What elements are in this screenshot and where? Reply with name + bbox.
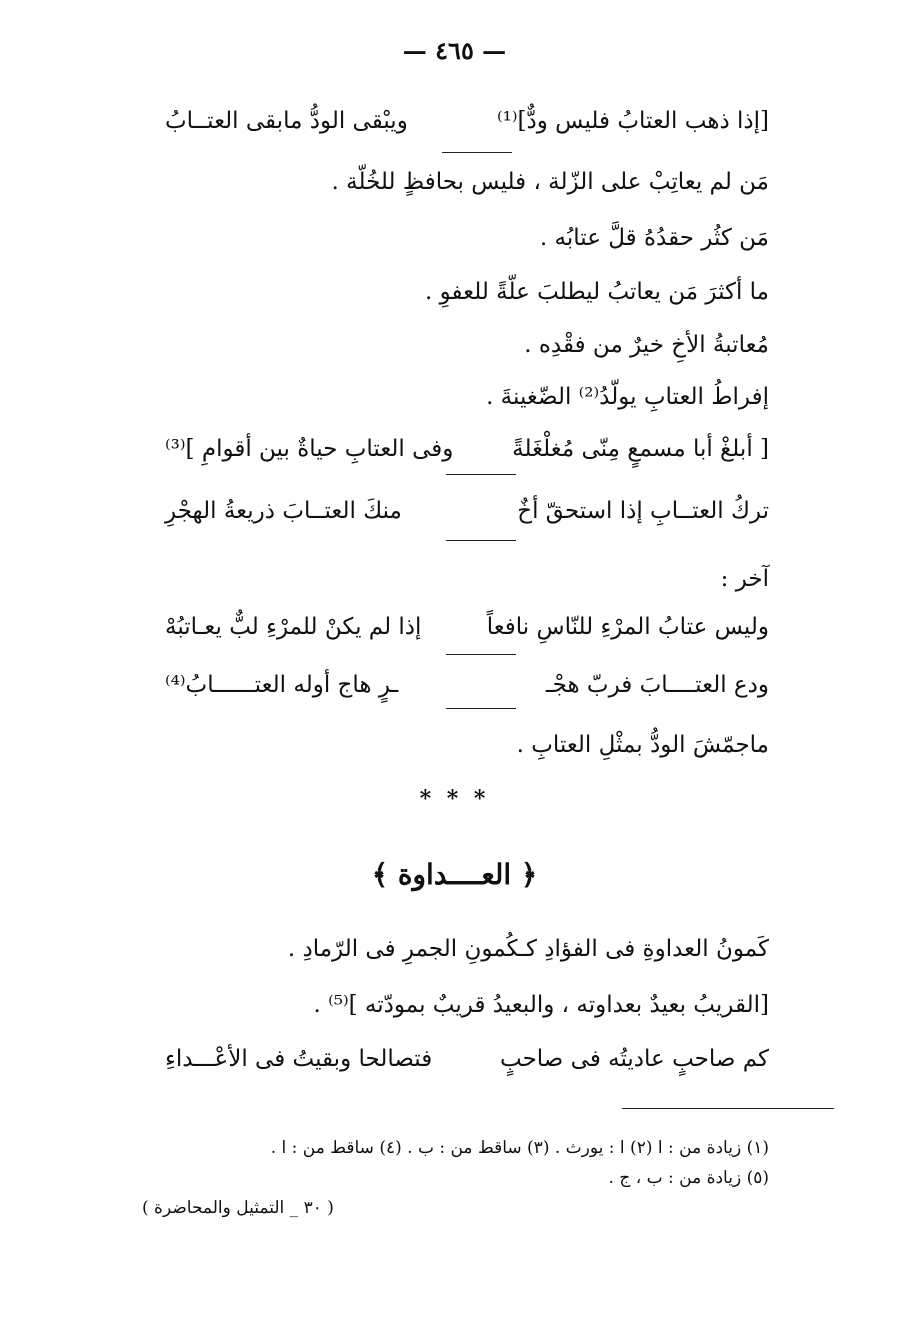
verse-8-first-hemistich: تركُ العتــابِ إذا استحقّ أخٌ <box>517 498 769 524</box>
section-heading: ﴿ العــــداوة ﴾ <box>371 858 538 891</box>
verse-separator <box>446 708 516 709</box>
verse-1-note: ]⁽¹⁾ <box>496 108 527 134</box>
verse-7-second-hemistich: وفى العتابِ حياةٌ بين أقوامِ ]⁽³⁾ <box>165 436 454 462</box>
proverb-line-6: إفراطُ العتابِ يولّدُ⁽²⁾ الضّغينةَ . <box>486 384 769 410</box>
verse-separator <box>446 540 516 541</box>
printer-signature: ( ٣٠ _ التمثيل والمحاضرة ) <box>142 1198 334 1218</box>
proverb-line-12: ماجمّشَ الودُّ بمثْلِ العتابِ . <box>516 732 769 758</box>
footnote-line-2: (٥) زيادة من : ب ، ج . <box>608 1168 769 1188</box>
proverb-line-2: مَن لم يعاتِبْ على الزّلة ، فليس بحافظٍ للخُلّة . <box>331 169 769 195</box>
enmity-line-1: كَمونُ العداوةِ فى الفؤادِ كـكُمونِ الجمرِ فى الرّمادِ . <box>287 936 769 962</box>
verse-13-second-hemistich: فتصالحا وبقيتُ فى الأعْـــداءِ <box>165 1046 433 1072</box>
footnote-line-1: (١) زيادة من : ا (٢) ا : يورث . (٣) ساقط من : ب . (٤) ساقط من : ا . <box>270 1138 769 1158</box>
verse-1-first-text: [إذا ذهب العتابُ فليس ودٌّ <box>526 108 769 134</box>
proverb-line-5: مُعاتبةُ الأخِ خيرٌ من فقْدِه . <box>524 332 769 358</box>
label-other: آخر : <box>720 566 769 592</box>
section-stars: * * * <box>419 786 490 812</box>
page-number: — ٤٦٥ — <box>402 36 507 65</box>
verse-11-second-hemistich: ـرٍ هاج أوله العتــــــابُ⁽⁴⁾ <box>165 672 399 698</box>
enmity-line-2: [القريبُ بعيدٌ بعداوته ، والبعيدُ قريبٌ بمودّته ]⁽⁵⁾ . <box>313 992 769 1018</box>
verse-separator <box>446 474 516 475</box>
verse-1-first-hemistich <box>497 104 769 138</box>
verse-10-second-hemistich: إذا لم يكنْ للمرْءِ لبٌّ يعـاتبُهْ <box>165 614 422 640</box>
footnote-separator <box>622 1108 834 1109</box>
verse-8-second-hemistich: منكَ العتــابَ ذريعةُ الهجْرِ <box>165 498 402 524</box>
verse-7-first-hemistich: [ أبلغْ أبا مسمعٍ مِنّى مُغلْغَلةً <box>512 436 769 462</box>
verse-10-first-hemistich: وليس عتابُ المرْءِ للنّاسِ نافعاً <box>486 614 769 640</box>
proverb-line-3: مَن كثُر حقدُهُ قلَّ عتابُه . <box>539 225 769 251</box>
verse-13-first-hemistich: كم صاحبٍ عاديتُه فى صاحبٍ <box>500 1046 769 1072</box>
verse-separator <box>446 654 516 655</box>
verse-11-first-hemistich: ودع العتــــابَ فربّ هجْـ <box>545 672 769 698</box>
verse-separator <box>442 152 512 153</box>
proverb-line-4: ما أكثرَ مَن يعاتبُ ليطلبَ علّةً للعفوِ . <box>424 279 769 305</box>
verse-1-second-hemistich: ويبْقى الودُّ مابقى العتــابُ <box>165 108 408 134</box>
